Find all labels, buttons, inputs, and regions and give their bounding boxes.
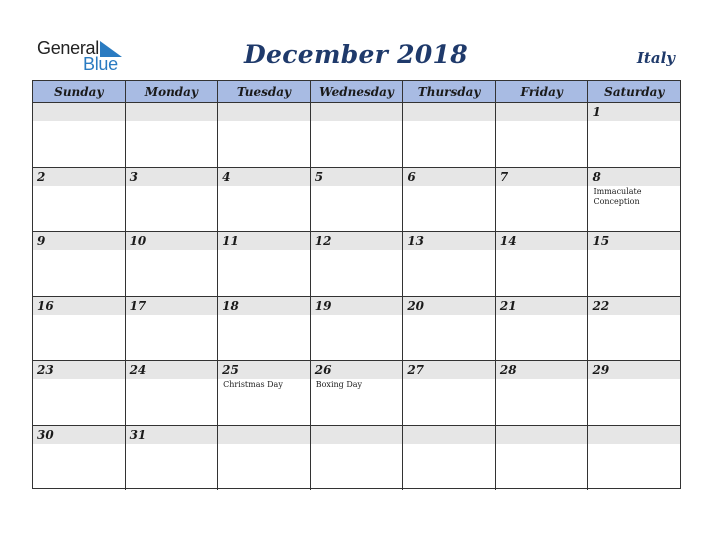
day-cell [403,426,496,491]
weekday-header-row [33,81,680,103]
day-number-band [218,232,310,250]
day-number-band [218,361,310,379]
week-row [33,426,680,491]
day-cell [218,361,311,425]
day-cell [218,297,311,361]
calendar-grid [32,80,681,489]
day-number: 21 [499,298,517,313]
day-number-band [126,426,218,444]
day-number-band [588,361,680,379]
day-cell [496,103,589,167]
day-number: 2 [37,169,46,184]
weekday-header: Saturday [604,84,665,99]
day-number-band [126,361,218,379]
logo-text-general: General [37,38,99,58]
day-cell [403,361,496,425]
day-number: 25 [222,363,239,377]
weeks-container [33,103,680,490]
day-number: 20 [407,298,425,313]
day-cell [126,103,219,167]
day-number: 4 [222,169,231,184]
holiday-label: Immaculate Conception [593,186,642,206]
day-number-band [403,103,495,121]
day-number-band [218,168,310,186]
day-number-band [403,168,495,186]
day-number: 17 [129,298,147,313]
day-number: 29 [592,363,610,377]
day-number: 27 [407,363,425,377]
day-cell [218,168,311,232]
day-number-band [311,297,403,315]
day-cell [126,426,219,491]
day-number: 22 [592,298,610,313]
day-number: 28 [499,363,517,377]
day-cell [588,168,680,232]
day-number-band [403,232,495,250]
day-number: 16 [37,298,54,313]
day-cell [126,361,219,425]
day-number: 15 [592,234,610,248]
weekday-header: Wednesday [311,81,404,102]
week-row [33,168,680,233]
day-cell [403,168,496,232]
day-number: 10 [129,234,147,248]
day-cell [33,297,126,361]
day-number-band [496,232,588,250]
day-number: 19 [314,298,332,313]
day-number-band [403,297,495,315]
day-number-band [311,361,403,379]
week-row [33,103,680,168]
day-cell [496,297,589,361]
day-cell [126,232,219,296]
day-number-band [33,168,125,186]
day-number-band [588,426,680,444]
day-number-band [33,232,125,250]
day-cell [588,426,680,491]
day-number: 13 [407,234,425,248]
day-cell [126,168,219,232]
day-number-band [126,232,218,250]
day-number-band [126,103,218,121]
day-number-band [496,361,588,379]
day-cell [311,103,404,167]
day-number-band [218,426,310,444]
day-number: 5 [314,169,324,184]
day-cell [311,361,404,425]
day-number: 30 [37,427,54,442]
day-number-band [126,297,218,315]
day-cell [33,232,126,296]
day-number: 18 [222,298,239,313]
day-cell [311,232,404,296]
day-cell [588,103,680,167]
day-cell [33,361,126,425]
day-cell [403,103,496,167]
day-number-band [33,103,125,121]
day-cell [496,361,589,425]
day-number-band [311,103,403,121]
day-number: 11 [222,234,239,248]
holiday-label: Boxing Day [315,380,363,389]
day-number: 8 [592,169,601,184]
day-cell [33,103,126,167]
calendar-title: December 2018 [244,40,468,69]
day-cell [218,426,311,491]
day-cell [496,168,589,232]
day-cell [403,297,496,361]
day-number: 9 [37,234,46,248]
weekday-header: Sunday [33,81,126,102]
day-number: 1 [592,105,601,119]
day-cell [311,297,404,361]
day-number: 31 [129,427,147,442]
day-number-band [403,426,495,444]
day-number-band [218,103,310,121]
day-number-band [588,103,680,121]
weekday-header: Monday [126,81,219,102]
weekday-header: Tuesday [218,81,311,102]
holiday-label: Christmas Day [223,380,283,389]
day-cell [218,103,311,167]
day-cell [588,361,680,425]
day-number-band [33,297,125,315]
day-number-band [496,168,588,186]
day-cell [588,297,680,361]
weekday-header: Friday [496,81,589,102]
day-cell [33,426,126,491]
logo-text-blue: Blue [83,54,118,74]
day-number-band [218,297,310,315]
week-row [33,232,680,297]
weekday-header: Thursday [403,81,496,102]
day-number-band [588,168,680,186]
day-number: 3 [129,169,138,184]
day-number-band [33,426,125,444]
day-cell [33,168,126,232]
day-number-band [588,232,680,250]
day-cell [126,297,219,361]
day-cell [403,232,496,296]
day-number-band [496,297,588,315]
day-number-band [311,232,403,250]
day-cell [311,168,404,232]
day-number-band [33,361,125,379]
day-cell [218,232,311,296]
day-cell [496,232,589,296]
day-number: 23 [37,363,54,377]
day-cell [311,426,404,491]
day-number-band [496,426,588,444]
day-number-band [588,297,680,315]
day-number-band [496,103,588,121]
day-number: 26 [314,363,332,377]
day-number: 7 [499,169,509,184]
country-label: Italy [636,49,675,67]
day-cell [588,232,680,296]
day-cell [496,426,589,491]
day-number-band [311,168,403,186]
day-number-band [403,361,495,379]
week-row [33,297,680,362]
week-row [33,361,680,426]
day-number-band [311,426,403,444]
day-number: 24 [129,363,147,377]
day-number: 14 [499,234,517,248]
day-number: 6 [407,169,416,184]
day-number-band [126,168,218,186]
day-number: 12 [314,234,332,248]
